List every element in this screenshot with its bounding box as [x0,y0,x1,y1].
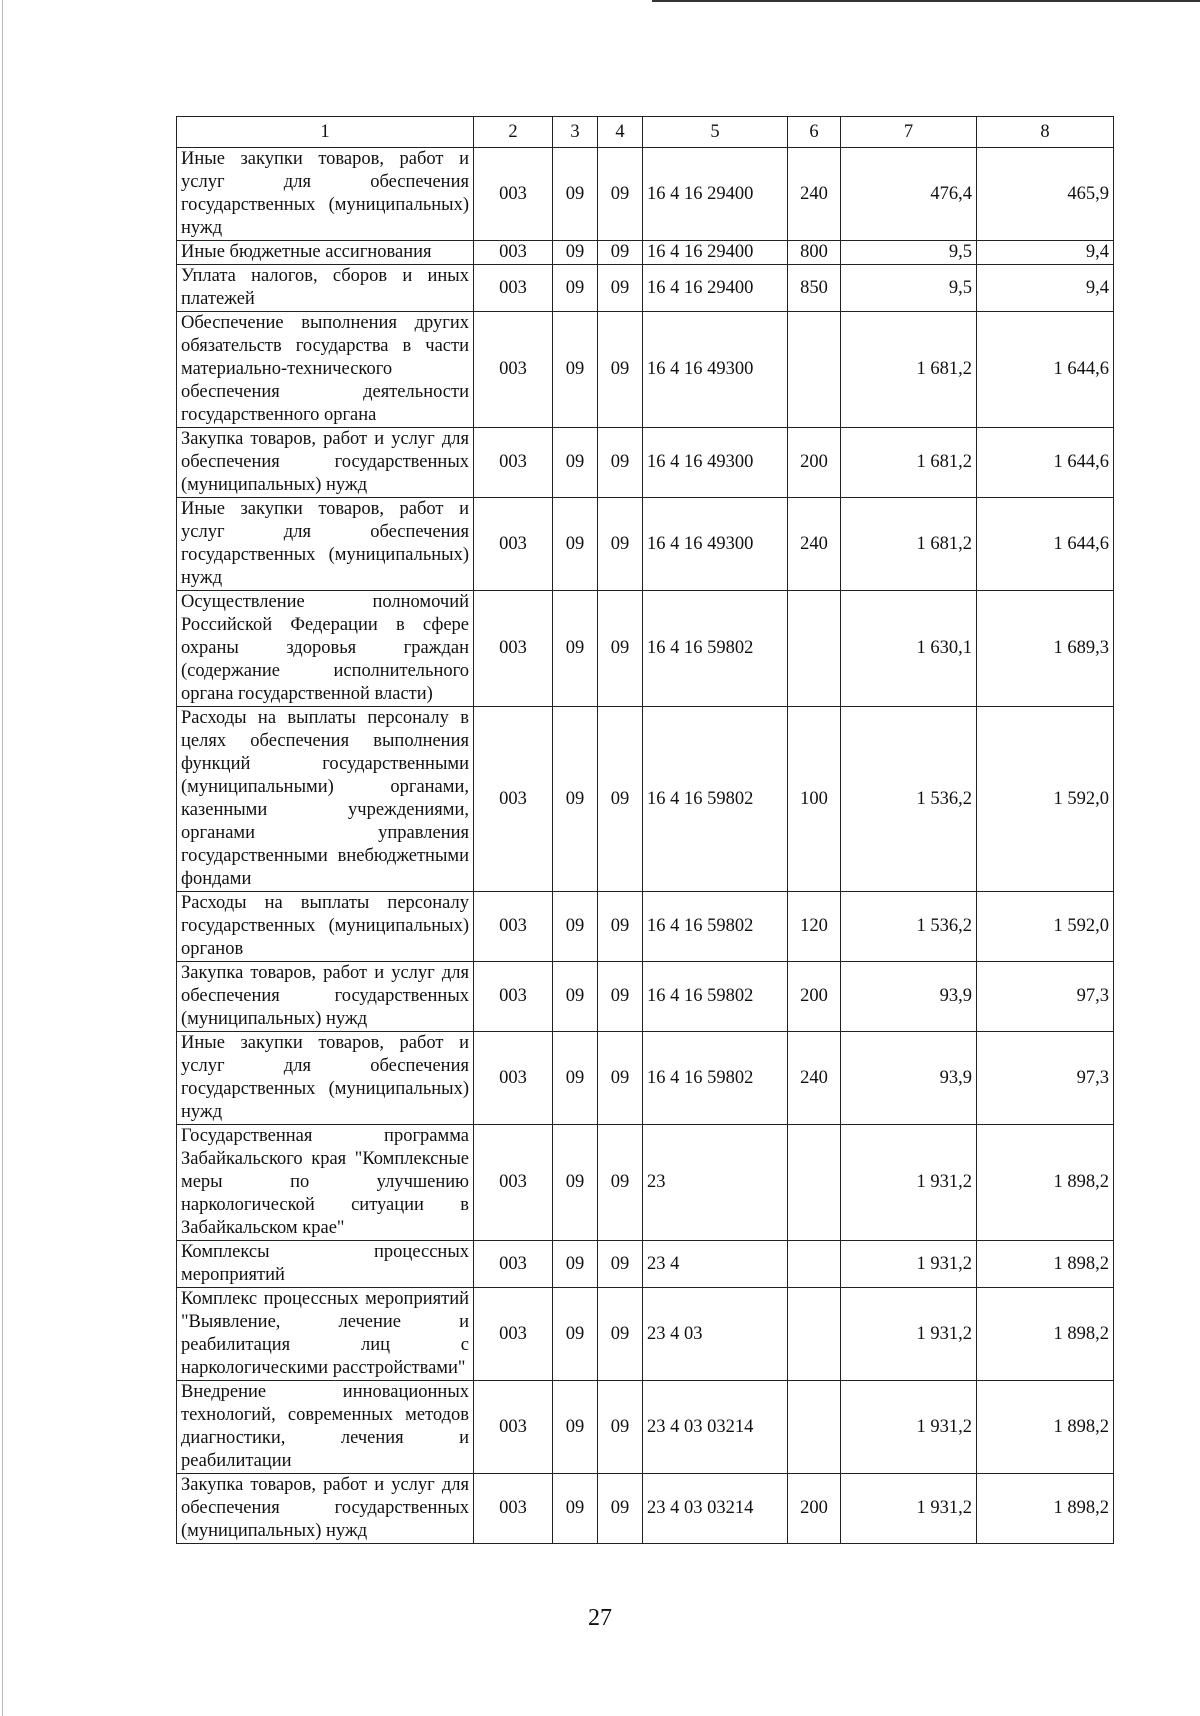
expense-type-code [788,591,841,707]
table-row [177,265,1114,312]
table-row [177,1125,1114,1241]
item-name: Уплата налогов, сборов и иных платежей [177,265,474,312]
section-code: 09 [553,1125,598,1241]
left-edge-line [2,0,3,1716]
expense-type-code: 200 [788,1474,841,1544]
target-article-code: 16 4 16 49300 [643,428,788,498]
table-row [177,707,1114,892]
amount-col7: 1 931,2 [841,1381,977,1474]
subsection-code: 09 [598,1288,643,1381]
item-name: Иные бюджетные ассигнования [177,241,474,265]
item-name: Расходы на выплаты персоналу в целях обеспечения выполнения функций государственными (муниципальными) органами, казенными учреждениями, органами управления государственными внебюджетными фондами [177,707,474,892]
item-name: Закупка товаров, работ и услуг для обеспечения государственных (муниципальных) нужд [177,1474,474,1544]
target-article-code: 16 4 16 49300 [643,312,788,428]
section-code: 09 [553,265,598,312]
section-code: 09 [553,962,598,1032]
amount-col8: 1 898,2 [977,1288,1114,1381]
target-article-code: 16 4 16 59802 [643,707,788,892]
column-header: 8 [977,117,1114,148]
ministry-code: 003 [474,1288,553,1381]
ministry-code: 003 [474,707,553,892]
expense-type-code: 240 [788,148,841,241]
subsection-code: 09 [598,591,643,707]
expense-type-code: 100 [788,707,841,892]
amount-col8: 1 644,6 [977,498,1114,591]
target-article-code: 23 [643,1125,788,1241]
target-article-code: 23 4 [643,1241,788,1288]
target-article-code: 16 4 16 29400 [643,148,788,241]
column-header: 2 [474,117,553,148]
amount-col7: 1 630,1 [841,591,977,707]
expense-type-code: 200 [788,962,841,1032]
column-header: 4 [598,117,643,148]
amount-col7: 9,5 [841,265,977,312]
expense-type-code [788,312,841,428]
ministry-code: 003 [474,591,553,707]
amount-col8: 1 592,0 [977,892,1114,962]
subsection-code: 09 [598,962,643,1032]
section-code: 09 [553,1032,598,1125]
section-code: 09 [553,241,598,265]
ministry-code: 003 [474,1125,553,1241]
ministry-code: 003 [474,1474,553,1544]
amount-col7: 93,9 [841,1032,977,1125]
expense-type-code [788,1381,841,1474]
top-border-line [652,0,1200,2]
section-code: 09 [553,148,598,241]
amount-col8: 1 898,2 [977,1381,1114,1474]
expense-type-code: 240 [788,498,841,591]
subsection-code: 09 [598,1474,643,1544]
target-article-code: 23 4 03 03214 [643,1474,788,1544]
table-row [177,148,1114,241]
target-article-code: 23 4 03 [643,1288,788,1381]
ministry-code: 003 [474,265,553,312]
table-row [177,591,1114,707]
amount-col7: 1 931,2 [841,1241,977,1288]
amount-col8: 9,4 [977,241,1114,265]
column-header: 7 [841,117,977,148]
amount-col8: 1 644,6 [977,312,1114,428]
subsection-code: 09 [598,1125,643,1241]
item-name: Иные закупки товаров, работ и услуг для обеспечения государственных (муниципальных) нужд [177,148,474,241]
section-code: 09 [553,707,598,892]
expense-type-code: 200 [788,428,841,498]
subsection-code: 09 [598,241,643,265]
subsection-code: 09 [598,707,643,892]
table-row [177,1032,1114,1125]
amount-col7: 1 931,2 [841,1125,977,1241]
ministry-code: 003 [474,892,553,962]
item-name: Государственная программа Забайкальского края "Комплексные меры по улучшению наркологической ситуации в Забайкальском крае" [177,1125,474,1241]
amount-col7: 1 931,2 [841,1288,977,1381]
amount-col7: 9,5 [841,241,977,265]
amount-col7: 1 681,2 [841,498,977,591]
amount-col7: 1 536,2 [841,707,977,892]
item-name: Закупка товаров, работ и услуг для обеспечения государственных (муниципальных) нужд [177,428,474,498]
item-name: Комплексы процессных мероприятий [177,1241,474,1288]
expense-type-code [788,1288,841,1381]
section-code: 09 [553,1241,598,1288]
item-name: Иные закупки товаров, работ и услуг для обеспечения государственных (муниципальных) нужд [177,1032,474,1125]
budget-table [176,116,1114,1544]
target-article-code: 16 4 16 29400 [643,241,788,265]
ministry-code: 003 [474,1241,553,1288]
table-row [177,428,1114,498]
item-name: Расходы на выплаты персоналу государственных (муниципальных) органов [177,892,474,962]
ministry-code: 003 [474,148,553,241]
expense-type-code [788,1125,841,1241]
table-header-row [177,117,1114,148]
section-code: 09 [553,591,598,707]
amount-col8: 1 689,3 [977,591,1114,707]
ministry-code: 003 [474,498,553,591]
item-name: Обеспечение выполнения других обязательств государства в части материально-технического обеспечения деятельности государственного органа [177,312,474,428]
target-article-code: 16 4 16 49300 [643,498,788,591]
section-code: 09 [553,1381,598,1474]
expense-type-code [788,1241,841,1288]
amount-col8: 1 898,2 [977,1241,1114,1288]
table-row [177,1381,1114,1474]
column-header: 3 [553,117,598,148]
target-article-code: 23 4 03 03214 [643,1381,788,1474]
amount-col7: 1 681,2 [841,312,977,428]
table-row [177,241,1114,265]
subsection-code: 09 [598,265,643,312]
page-number: 27 [588,1605,612,1631]
amount-col8: 1 644,6 [977,428,1114,498]
amount-col8: 97,3 [977,1032,1114,1125]
item-name: Внедрение инновационных технологий, современных методов диагностики, лечения и реабилитации [177,1381,474,1474]
target-article-code: 16 4 16 59802 [643,892,788,962]
amount-col7: 476,4 [841,148,977,241]
amount-col7: 1 681,2 [841,428,977,498]
amount-col8: 9,4 [977,265,1114,312]
amount-col8: 97,3 [977,962,1114,1032]
target-article-code: 16 4 16 59802 [643,1032,788,1125]
table-row [177,1241,1114,1288]
subsection-code: 09 [598,498,643,591]
section-code: 09 [553,1288,598,1381]
item-name: Иные закупки товаров, работ и услуг для обеспечения государственных (муниципальных) нужд [177,498,474,591]
subsection-code: 09 [598,148,643,241]
amount-col7: 1 931,2 [841,1474,977,1544]
table-row [177,962,1114,1032]
column-header: 1 [177,117,474,148]
section-code: 09 [553,428,598,498]
expense-type-code: 800 [788,241,841,265]
subsection-code: 09 [598,1241,643,1288]
target-article-code: 16 4 16 59802 [643,591,788,707]
amount-col8: 1 898,2 [977,1125,1114,1241]
subsection-code: 09 [598,1032,643,1125]
table-row [177,498,1114,591]
ministry-code: 003 [474,1381,553,1474]
expense-type-code: 240 [788,1032,841,1125]
amount-col7: 1 536,2 [841,892,977,962]
section-code: 09 [553,312,598,428]
ministry-code: 003 [474,428,553,498]
subsection-code: 09 [598,1381,643,1474]
amount-col8: 1 898,2 [977,1474,1114,1544]
amount-col8: 465,9 [977,148,1114,241]
table-row [177,1474,1114,1544]
column-header: 5 [643,117,788,148]
section-code: 09 [553,892,598,962]
item-name: Комплекс процессных мероприятий "Выявление, лечение и реабилитация лиц с наркологическими расстройствами" [177,1288,474,1381]
section-code: 09 [553,498,598,591]
section-code: 09 [553,1474,598,1544]
subsection-code: 09 [598,312,643,428]
expense-type-code: 850 [788,265,841,312]
target-article-code: 16 4 16 29400 [643,265,788,312]
expense-type-code: 120 [788,892,841,962]
ministry-code: 003 [474,312,553,428]
table-body [177,148,1114,1544]
table-row [177,312,1114,428]
item-name: Осуществление полномочий Российской Федерации в сфере охраны здоровья граждан (содержание исполнительного органа государственной власти) [177,591,474,707]
amount-col7: 93,9 [841,962,977,1032]
table-row [177,892,1114,962]
subsection-code: 09 [598,428,643,498]
ministry-code: 003 [474,1032,553,1125]
column-header: 6 [788,117,841,148]
item-name: Закупка товаров, работ и услуг для обеспечения государственных (муниципальных) нужд [177,962,474,1032]
target-article-code: 16 4 16 59802 [643,962,788,1032]
amount-col8: 1 592,0 [977,707,1114,892]
table-row [177,1288,1114,1381]
ministry-code: 003 [474,962,553,1032]
ministry-code: 003 [474,241,553,265]
subsection-code: 09 [598,892,643,962]
